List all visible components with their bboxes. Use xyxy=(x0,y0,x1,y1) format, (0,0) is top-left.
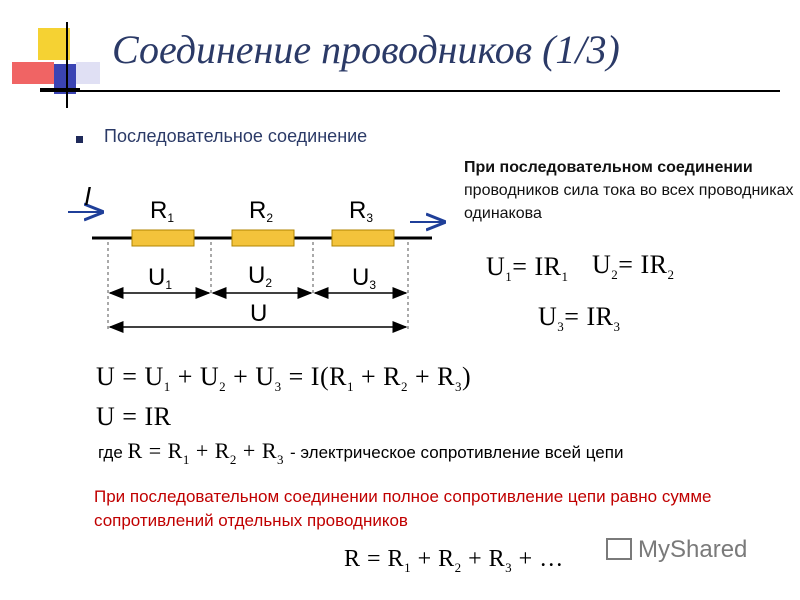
where-prefix: где xyxy=(98,443,123,462)
voltage-label-u3: U3 xyxy=(352,264,377,292)
resistor-label-r3: R3 xyxy=(349,197,374,225)
watermark-logo xyxy=(606,536,747,564)
resistor-label-r1: R1 xyxy=(150,197,175,225)
series-current-statement xyxy=(464,156,794,225)
where-line xyxy=(98,438,623,468)
voltage-label-u2: U2 xyxy=(248,262,273,290)
statement-text: проводников сила тока во всех проводниках одинакова xyxy=(464,182,794,222)
formula-ohm: U = IR xyxy=(96,402,172,431)
voltage-label-total: U xyxy=(250,300,268,327)
statement-bold: При последовательном соединении xyxy=(464,159,753,176)
conclusion-text: При последовательном соединении полное сопротивление цепи равно сумме сопротивлений отдельных проводников xyxy=(94,487,712,530)
formula-u3: $U_3= IR_3$ xyxy=(538,302,621,334)
resistor-r1 xyxy=(132,230,194,246)
current-label: I xyxy=(84,181,92,211)
resistor-r3 xyxy=(332,230,394,246)
formula-final: $R = R_1 + R_2 + R_3$ + … xyxy=(344,546,564,575)
formula-voltage-sum: $U = U_1 + U_2 + U_3 = I(R_1 + R_2 + R_3)$ xyxy=(96,362,472,394)
resistor-r2 xyxy=(232,230,294,246)
presentation-icon xyxy=(606,538,632,560)
slide-title: Соединение проводников (1/3) xyxy=(112,27,620,72)
formula-total-resistance: $R = R_1 + R_2 + R_3$ xyxy=(127,438,284,467)
where-suffix: - электрическое сопротивление всей цепи xyxy=(290,443,624,462)
resistor-label-r2: R2 xyxy=(249,197,274,225)
formula-u2: $U_2= IR_2$ xyxy=(592,250,675,282)
bullet-text: Последовательное соединение xyxy=(104,126,368,146)
formula-u1: $U_1= IR_1$ xyxy=(486,252,569,284)
voltage-label-u1: U1 xyxy=(148,264,173,292)
watermark-text: MyShared xyxy=(638,536,748,563)
